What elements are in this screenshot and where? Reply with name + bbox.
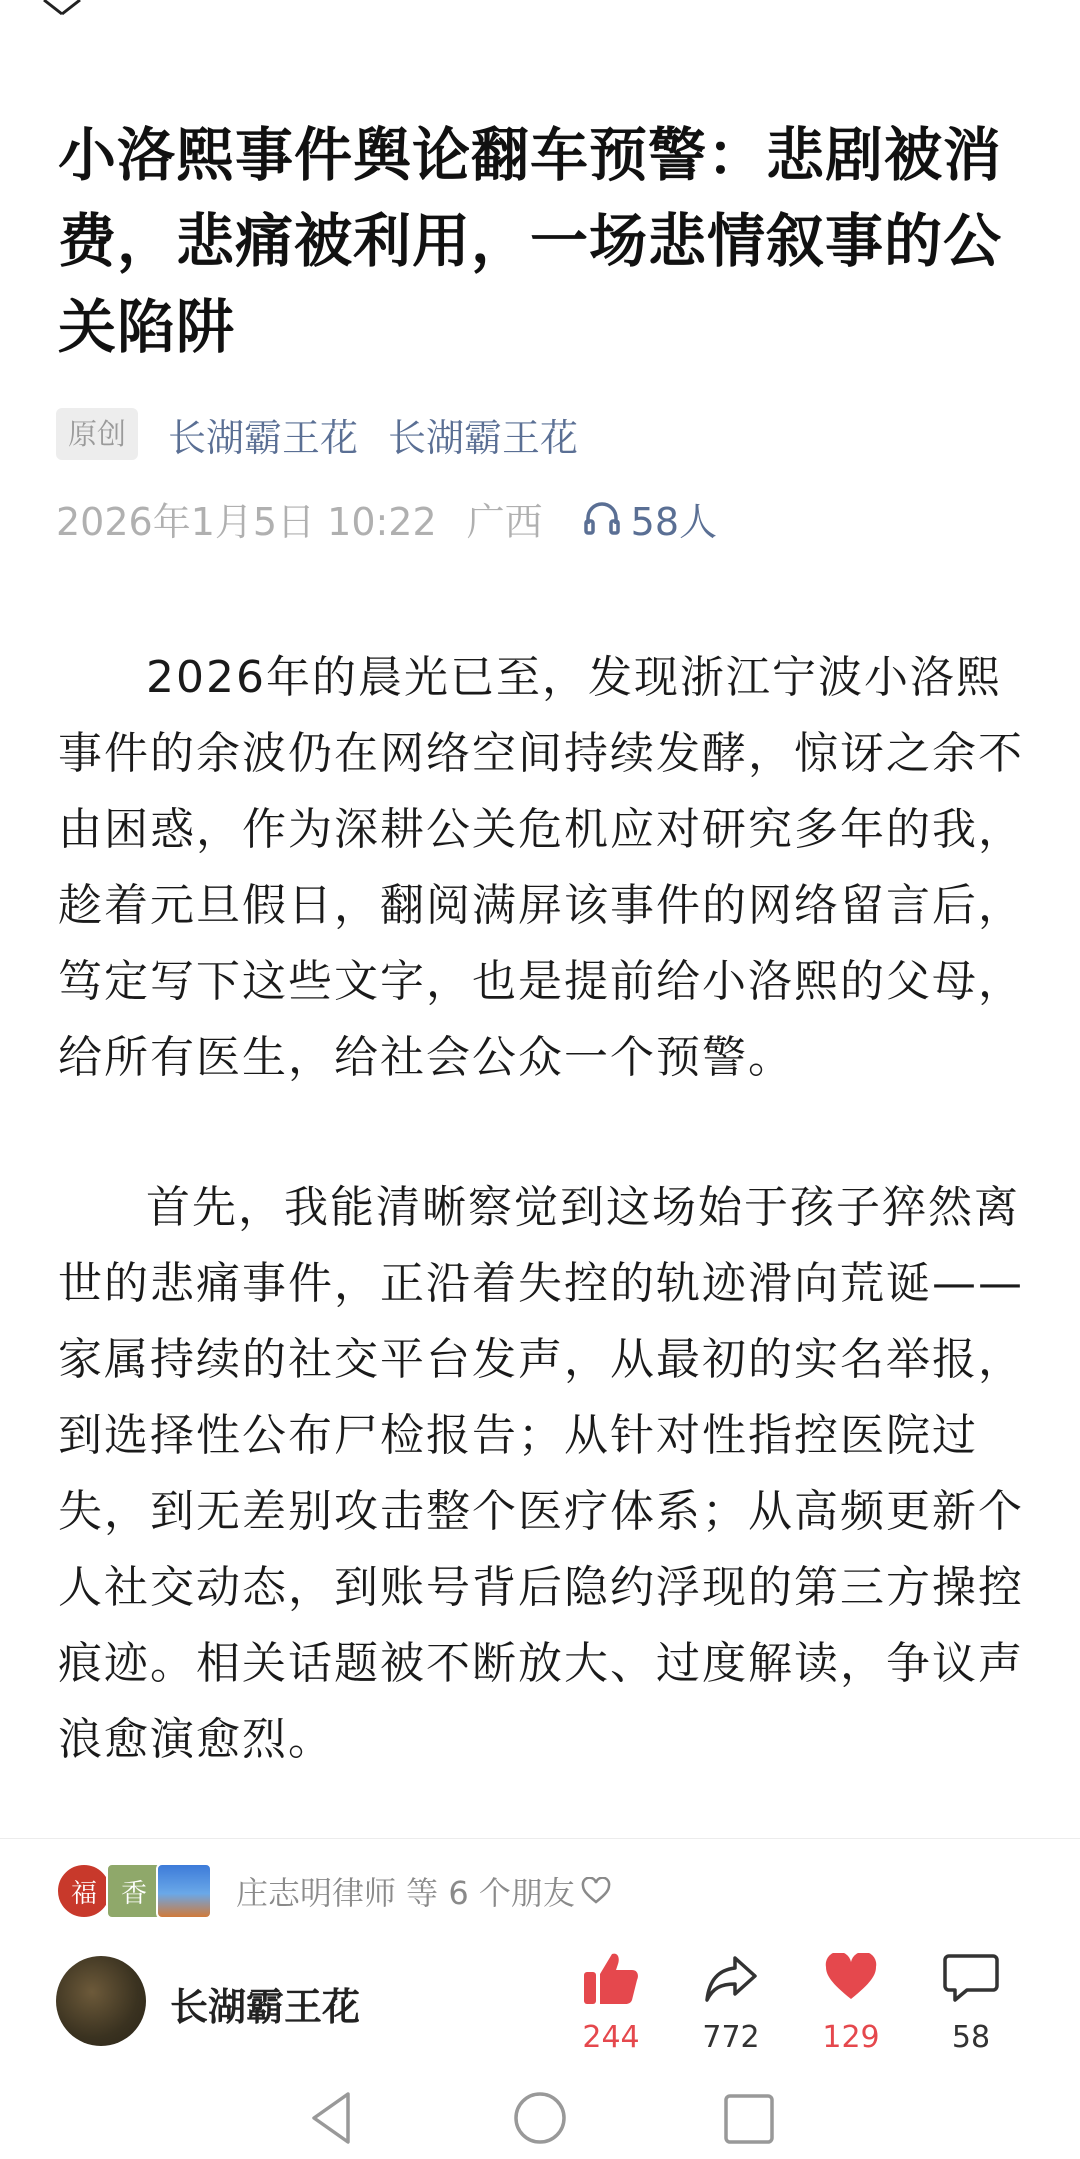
paragraph: 2026年的晨光已至，发现浙江宁波小洛熙事件的余波仍在网络空间持续发酵，惊讶之余不由困惑，作为深耕公关危机应对研究多年的我，趁着元旦假日，翻阅满屏该事件的网络留言后，笃定写下这些文字，也是提前给小洛熙的父母，给所有医生，给社会公众一个预警。 bbox=[58, 652, 1024, 1083]
friend-avatar-xiang-icon: 香 bbox=[106, 1863, 162, 1919]
system-nav-bar bbox=[0, 2080, 1080, 2159]
author-row bbox=[56, 406, 578, 462]
headphones-icon bbox=[583, 500, 621, 536]
heart-count: 129 bbox=[822, 2020, 880, 2055]
share-arrow-icon bbox=[703, 1952, 759, 2004]
publish-date: 2026年1月5日 10:22 bbox=[56, 499, 437, 544]
author-link-2[interactable]: 长湖霸王花 bbox=[388, 415, 579, 460]
friends-text bbox=[236, 1868, 611, 1914]
account-avatar[interactable] bbox=[56, 1956, 146, 2046]
share-button[interactable] bbox=[676, 1948, 786, 2055]
comment-button[interactable] bbox=[916, 1948, 1026, 2055]
account-name[interactable]: 长湖霸王花 bbox=[170, 1985, 361, 2029]
recents-square-icon[interactable] bbox=[722, 2088, 776, 2148]
article-body bbox=[58, 640, 1028, 1852]
like-count: 244 bbox=[582, 2020, 640, 2055]
heart-outline-icon bbox=[581, 1877, 611, 1905]
listen-button[interactable] bbox=[583, 491, 717, 546]
heart-icon bbox=[823, 1953, 879, 2003]
share-count: 772 bbox=[702, 2020, 760, 2055]
publish-location: 广西 bbox=[466, 499, 543, 544]
listener-count: 58人 bbox=[630, 499, 718, 544]
friend-avatar-landscape-icon bbox=[156, 1863, 212, 1919]
heart-button[interactable] bbox=[796, 1948, 906, 2055]
friends-label: 庄志明律师 等 6 个朋友 bbox=[236, 1874, 575, 1912]
like-button[interactable] bbox=[556, 1948, 666, 2055]
publish-info bbox=[56, 490, 717, 546]
friend-avatar-fu-icon: 福 bbox=[56, 1863, 112, 1919]
comment-icon bbox=[943, 1952, 999, 2004]
original-badge: 原创 bbox=[56, 408, 138, 460]
comment-count: 58 bbox=[951, 2020, 991, 2055]
article-title: 小洛熙事件舆论翻车预警：悲剧被消费，悲痛被利用，一场悲情叙事的公关陷阱 bbox=[58, 121, 1003, 361]
back-triangle-icon[interactable] bbox=[306, 2088, 356, 2148]
home-circle-icon[interactable] bbox=[512, 2088, 568, 2148]
friends-liked-row[interactable] bbox=[56, 1862, 611, 1920]
divider bbox=[0, 1838, 1080, 1839]
close-icon[interactable] bbox=[40, 0, 84, 20]
author-link-1[interactable]: 长湖霸王花 bbox=[168, 415, 359, 460]
thumbs-up-icon bbox=[582, 1950, 640, 2006]
bottom-action-bar bbox=[0, 1948, 1080, 2078]
paragraph: 首先，我能清晰察觉到这场始于孩子猝然离世的悲痛事件，正沿着失控的轨迹滑向荒诞——家属持续的社交平台发声，从最初的实名举报，到选择性公布尸检报告；从针对性指控医院过失，到无差别攻击整个医疗体系；从高频更新个人社交动态，到账号背后隐约浮现的第三方操控痕迹。相关话题被不断放大、过度解读，争议声浪愈演愈烈。 bbox=[58, 1182, 1024, 1765]
